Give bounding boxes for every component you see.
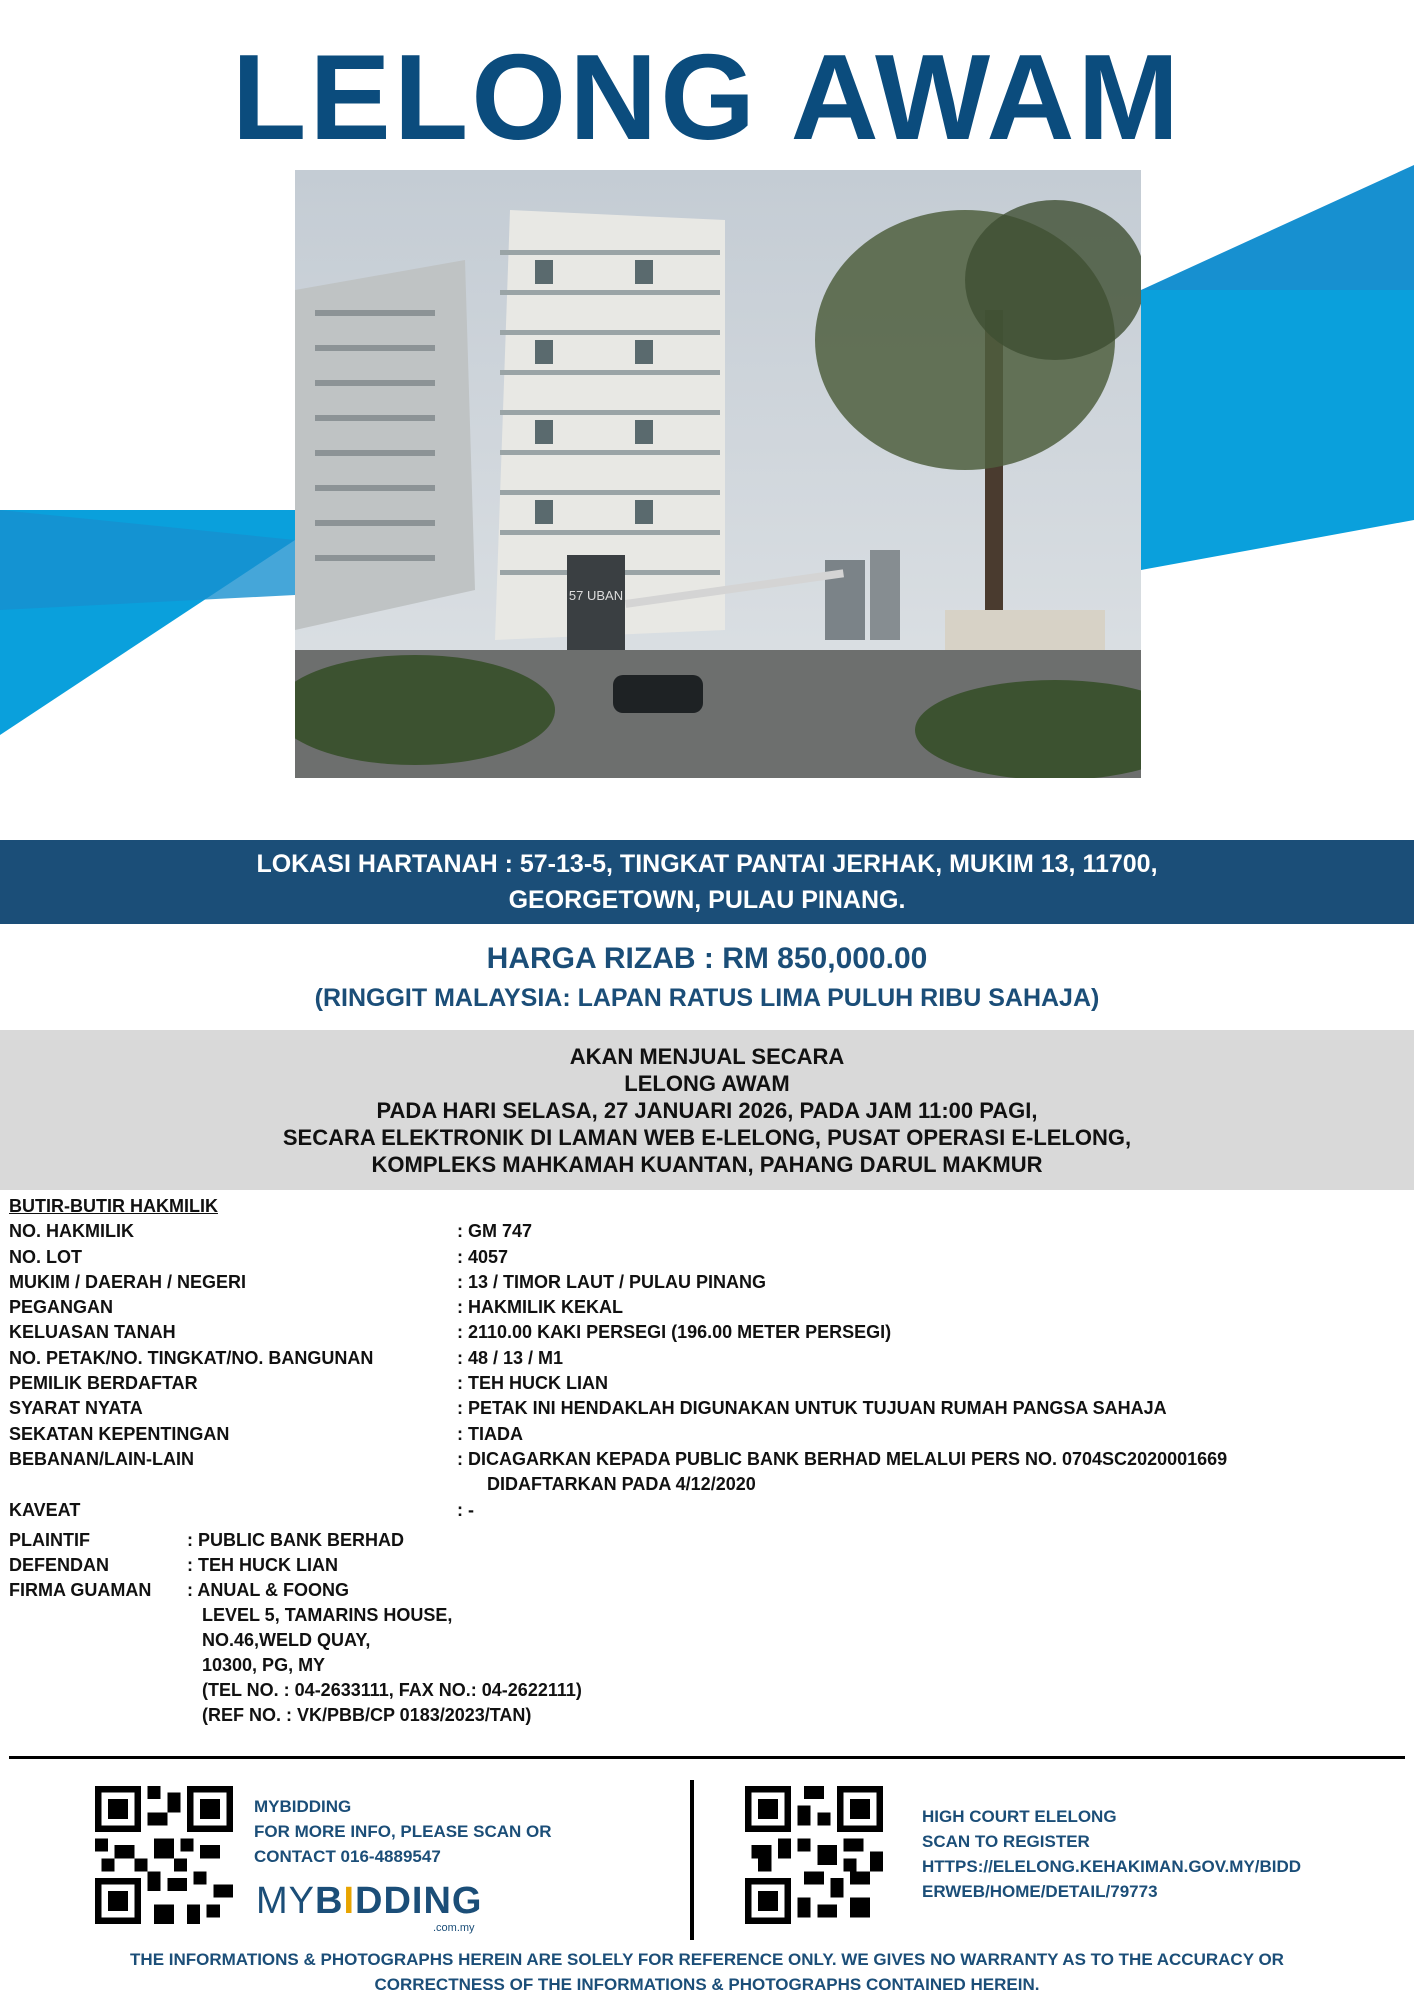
- mybidding-logo-domain: .com.my: [433, 1922, 475, 1934]
- elelong-label: HIGH COURT ELELONG: [922, 1807, 1117, 1826]
- location-line-2: GEORGETOWN, PULAU PINANG.: [508, 886, 906, 914]
- auction-line: LELONG AWAM: [624, 1070, 790, 1096]
- footer-divider: [9, 1756, 1405, 1759]
- reserve-price-words: (RINGGIT MALAYSIA: LAPAN RATUS LIMA PULUH RIBU SAHAJA): [314, 984, 1100, 1012]
- disclaimer: THE INFORMATIONS & PHOTOGRAPHS HEREIN ARE SOLELY FOR REFERENCE ONLY. WE GIVES NO WARRANTY AS TO THE ACCURACY OR CORRECTNESS OF THE INFORMATIONS & PHOTOGRAPHS CONTAINED HEREIN.: [130, 1950, 1284, 1994]
- elelong-qr-code[interactable]: [745, 1786, 883, 1924]
- building-sign: 57 UBAN: [568, 588, 624, 603]
- mybidding-phone[interactable]: CONTACT 016-4889547: [254, 1847, 441, 1866]
- elelong-url-cont[interactable]: ERWEB/HOME/DETAIL/79773: [922, 1882, 1158, 1901]
- auction-info-band: [0, 1030, 1414, 1190]
- elelong-url[interactable]: HTTPS://ELELONG.KEHAKIMAN.GOV.MY/BIDD: [922, 1857, 1302, 1876]
- location-banner: [0, 840, 1414, 924]
- footer-vertical-divider: [690, 1780, 694, 1940]
- details-heading: BUTIR-BUTIR HAKMILIK: [9, 1196, 218, 1216]
- location-line-1: LOKASI HARTANAH : 57-13-5, TINGKAT PANTAI JERHAK, MUKIM 13, 11700,: [256, 850, 1158, 878]
- price-block: [0, 938, 1414, 1016]
- auction-line: PADA HARI SELASA, 27 JANUARI 2026, PADA JAM 11:00 PAGI,: [376, 1097, 1038, 1123]
- mybidding-label: MYBIDDING: [254, 1797, 352, 1816]
- auction-line: AKAN MENJUAL SECARA: [569, 1043, 845, 1069]
- auction-line: KOMPLEKS MAHKAMAH KUANTAN, PAHANG DARUL MAKMUR: [371, 1151, 1043, 1177]
- elelong-scan: SCAN TO REGISTER: [922, 1832, 1090, 1851]
- auction-line: SECARA ELEKTRONIK DI LAMAN WEB E-LELONG, PUSAT OPERASI E-LELONG,: [282, 1124, 1132, 1150]
- elelong-contact: [922, 1804, 1301, 1904]
- mybidding-info: FOR MORE INFO, PLEASE SCAN OR: [254, 1822, 552, 1841]
- mybidding-qr-code[interactable]: [95, 1786, 233, 1924]
- mybidding-logo: MYBIDDING: [256, 1880, 483, 1922]
- property-photo: [295, 170, 1141, 778]
- reserve-price: HARGA RIZAB : RM 850,000.00: [486, 942, 928, 975]
- mybidding-contact: [254, 1794, 552, 1869]
- page-title: LELONG AWAM: [231, 29, 1183, 165]
